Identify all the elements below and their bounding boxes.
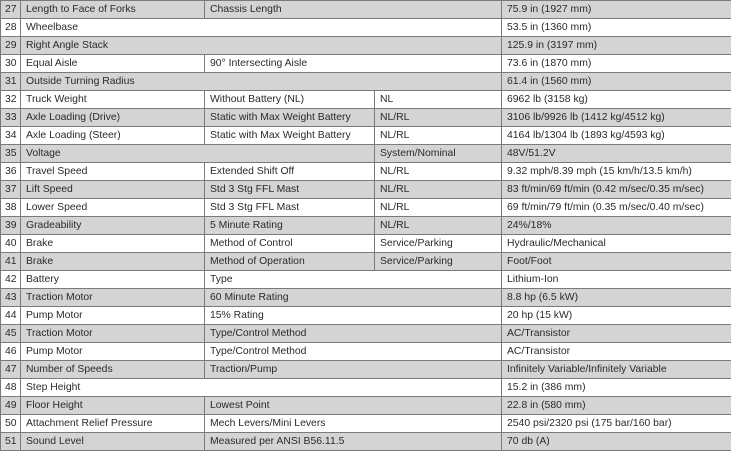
spec-condition: Without Battery (NL) [205, 91, 375, 109]
table-row [1, 163, 731, 181]
spec-label: Step Height [21, 379, 502, 397]
spec-label: Lift Speed [21, 181, 205, 199]
table-row [1, 73, 731, 91]
spec-unit: NL/RL [375, 217, 502, 235]
row-number: 36 [1, 163, 21, 181]
table-row [1, 127, 731, 145]
spec-condition: 90° Intersecting Aisle [205, 55, 502, 73]
spec-condition: Type/Control Method [205, 325, 502, 343]
spec-condition: Measured per ANSI B56.11.5 [205, 433, 502, 451]
spec-unit: NL/RL [375, 199, 502, 217]
spec-value: 53.5 in (1360 mm) [502, 19, 731, 37]
spec-value: AC/Transistor [502, 325, 731, 343]
spec-condition: Method of Operation [205, 253, 375, 271]
table-row [1, 433, 731, 451]
spec-condition: Type [205, 271, 502, 289]
spec-label: Equal Aisle [21, 55, 205, 73]
row-number: 51 [1, 433, 21, 451]
spec-value: 3106 lb/9926 lb (1412 kg/4512 kg) [502, 109, 731, 127]
row-number: 29 [1, 37, 21, 55]
spec-value: 9.32 mph/8.39 mph (15 km/h/13.5 km/h) [502, 163, 731, 181]
table-row [1, 415, 731, 433]
table-row [1, 19, 731, 37]
spec-condition: Chassis Length [205, 1, 502, 19]
row-number: 45 [1, 325, 21, 343]
spec-value: Foot/Foot [502, 253, 731, 271]
spec-condition: Lowest Point [205, 397, 502, 415]
spec-unit: NL/RL [375, 109, 502, 127]
spec-label: Axle Loading (Steer) [21, 127, 205, 145]
spec-label: Truck Weight [21, 91, 205, 109]
spec-label: Outside Turning Radius [21, 73, 502, 91]
table-row [1, 271, 731, 289]
spec-value: Infinitely Variable/Infinitely Variable [502, 361, 731, 379]
spec-label: Battery [21, 271, 205, 289]
spec-value: Lithium-Ion [502, 271, 731, 289]
spec-label: Floor Height [21, 397, 205, 415]
row-number: 49 [1, 397, 21, 415]
row-number: 48 [1, 379, 21, 397]
spec-value: 2540 psi/2320 psi (175 bar/160 bar) [502, 415, 731, 433]
row-number: 28 [1, 19, 21, 37]
spec-table-body [1, 1, 731, 451]
spec-label: Brake [21, 235, 205, 253]
row-number: 46 [1, 343, 21, 361]
table-row [1, 397, 731, 415]
spec-value: 73.6 in (1870 mm) [502, 55, 731, 73]
row-number: 31 [1, 73, 21, 91]
spec-value: 4164 lb/1304 lb (1893 kg/4593 kg) [502, 127, 731, 145]
spec-unit: NL/RL [375, 181, 502, 199]
row-number: 41 [1, 253, 21, 271]
spec-condition: Static with Max Weight Battery [205, 109, 375, 127]
spec-unit: System/Nominal [375, 145, 502, 163]
spec-label: Brake [21, 253, 205, 271]
spec-label: Number of Speeds [21, 361, 205, 379]
table-row [1, 199, 731, 217]
spec-label: Pump Motor [21, 343, 205, 361]
spec-value: 48V/51.2V [502, 145, 731, 163]
spec-unit: Service/Parking [375, 253, 502, 271]
table-row [1, 307, 731, 325]
spec-condition: 60 Minute Rating [205, 289, 502, 307]
spec-condition: Extended Shift Off [205, 163, 375, 181]
spec-value: 75.9 in (1927 mm) [502, 1, 731, 19]
spec-value: AC/Transistor [502, 343, 731, 361]
spec-value: 83 ft/min/69 ft/min (0.42 m/sec/0.35 m/sec) [502, 181, 731, 199]
table-row [1, 1, 731, 19]
table-row [1, 325, 731, 343]
row-number: 32 [1, 91, 21, 109]
row-number: 33 [1, 109, 21, 127]
row-number: 39 [1, 217, 21, 235]
spec-label: Right Angle Stack [21, 37, 502, 55]
spec-label: Sound Level [21, 433, 205, 451]
spec-value: 20 hp (15 kW) [502, 307, 731, 325]
table-row [1, 289, 731, 307]
row-number: 44 [1, 307, 21, 325]
spec-value: 61.4 in (1560 mm) [502, 73, 731, 91]
spec-label: Pump Motor [21, 307, 205, 325]
table-row [1, 217, 731, 235]
row-number: 50 [1, 415, 21, 433]
spec-label: Traction Motor [21, 325, 205, 343]
spec-label: Attachment Relief Pressure [21, 415, 205, 433]
spec-condition: 5 Minute Rating [205, 217, 375, 235]
spec-value: 69 ft/min/79 ft/min (0.35 m/sec/0.40 m/sec) [502, 199, 731, 217]
spec-unit: Service/Parking [375, 235, 502, 253]
spec-condition: Std 3 Stg FFL Mast [205, 199, 375, 217]
spec-value: 70 db (A) [502, 433, 731, 451]
row-number: 35 [1, 145, 21, 163]
row-number: 38 [1, 199, 21, 217]
row-number: 42 [1, 271, 21, 289]
spec-unit: NL/RL [375, 127, 502, 145]
spec-unit: NL/RL [375, 163, 502, 181]
spec-value: 6962 lb (3158 kg) [502, 91, 731, 109]
row-number: 27 [1, 1, 21, 19]
spec-condition: Method of Control [205, 235, 375, 253]
spec-value: 8.8 hp (6.5 kW) [502, 289, 731, 307]
row-number: 43 [1, 289, 21, 307]
spec-label: Axle Loading (Drive) [21, 109, 205, 127]
spec-label: Gradeability [21, 217, 205, 235]
spec-label: Length to Face of Forks [21, 1, 205, 19]
spec-label: Voltage [21, 145, 375, 163]
spec-condition: Mech Levers/Mini Levers [205, 415, 502, 433]
table-row [1, 343, 731, 361]
spec-label: Lower Speed [21, 199, 205, 217]
table-row [1, 37, 731, 55]
spec-condition: Static with Max Weight Battery [205, 127, 375, 145]
row-number: 34 [1, 127, 21, 145]
spec-label: Traction Motor [21, 289, 205, 307]
table-row [1, 109, 731, 127]
table-row [1, 55, 731, 73]
row-number: 47 [1, 361, 21, 379]
spec-condition: Type/Control Method [205, 343, 502, 361]
spec-unit: NL [375, 91, 502, 109]
spec-value: Hydraulic/Mechanical [502, 235, 731, 253]
spec-label: Travel Speed [21, 163, 205, 181]
table-row [1, 361, 731, 379]
spec-value: 24%/18% [502, 217, 731, 235]
spec-condition: 15% Rating [205, 307, 502, 325]
table-row [1, 253, 731, 271]
spec-value: 22.8 in (580 mm) [502, 397, 731, 415]
row-number: 40 [1, 235, 21, 253]
table-row [1, 181, 731, 199]
spec-label: Wheelbase [21, 19, 502, 37]
row-number: 30 [1, 55, 21, 73]
spec-condition: Std 3 Stg FFL Mast [205, 181, 375, 199]
table-row [1, 379, 731, 397]
spec-condition: Traction/Pump [205, 361, 502, 379]
spec-value: 125.9 in (3197 mm) [502, 37, 731, 55]
row-number: 37 [1, 181, 21, 199]
table-row [1, 145, 731, 163]
table-row [1, 235, 731, 253]
spec-value: 15.2 in (386 mm) [502, 379, 731, 397]
table-row [1, 91, 731, 109]
